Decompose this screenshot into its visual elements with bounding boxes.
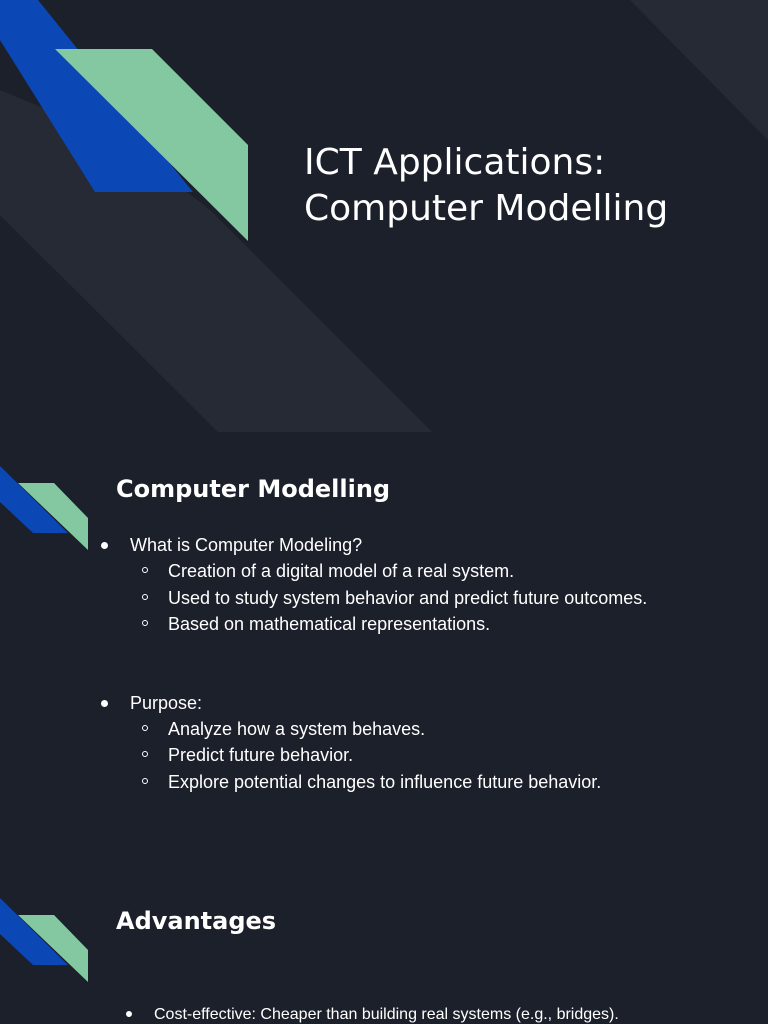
bullet-item [98,690,738,796]
sub-bullet-list [130,558,738,637]
dark-stripe-top-right [630,0,768,140]
sub-bullet-list [130,716,738,795]
title-line-2: Computer Modelling [304,188,669,229]
title-slide [0,0,768,432]
page-title [304,140,744,232]
bullet-list [98,532,738,795]
sub-bullet-item: Predict future behavior. [130,742,738,768]
list-spacer [98,638,738,690]
bullet-item [98,532,738,638]
bullet-list [98,1002,738,1024]
section-heading: Computer Modelling [116,475,391,503]
sub-bullet-item: Based on mathematical representations. [130,611,738,637]
advantages-slide [0,864,768,1024]
bullet-text: Purpose: [130,692,203,713]
sub-bullet-item: Explore potential changes to influence future behavior. [130,769,738,795]
sub-bullet-item: Used to study system behavior and predict future outcomes. [130,585,738,611]
title-line-1: ICT Applications: [304,142,606,183]
sub-bullet-item: Analyze how a system behaves. [130,716,738,742]
sub-bullet-item: Creation of a digital model of a real system. [130,558,738,584]
bullet-item: Cost-effective: Cheaper than building real systems (e.g., bridges). [98,1002,738,1024]
bullet-text: What is Computer Modeling? [130,535,363,555]
section-accent-decoration [0,864,120,994]
computer-modelling-slide [0,432,768,864]
section-heading: Advantages [116,907,277,935]
